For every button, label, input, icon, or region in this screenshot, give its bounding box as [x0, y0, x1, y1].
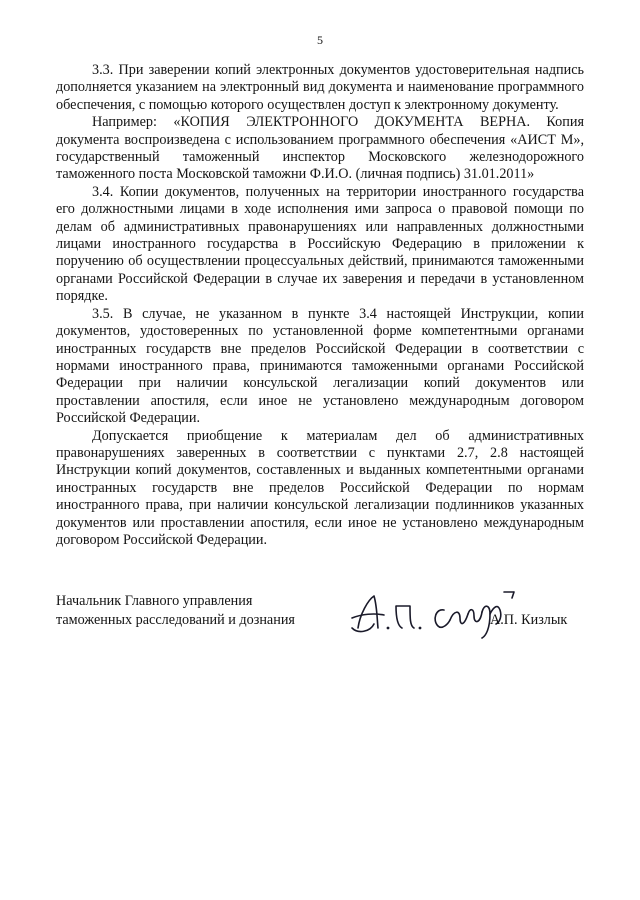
signatory-name: А.П. Кизлык	[490, 612, 568, 628]
paragraph-3-3: 3.3. При заверении копий электронных документов удостоверительная надпись дополняется указанием на электронный вид документа и наименование программного обеспечения, с помощью которого осуществлен доступ к электронному документу.	[56, 62, 584, 113]
signatory-title-line-1: Начальник Главного управления	[56, 593, 253, 609]
signature-block	[56, 592, 584, 652]
paragraph-example: Например: «КОПИЯ ЭЛЕКТРОННОГО ДОКУМЕНТА ВЕРНА. Копия документа воспроизведена с использованием программного обеспечения «АИСТ М», государственный таможенный инспектор Московского железнодорожного таможенного поста Московской таможни Ф.И.О. (личная подпись) 31.01.2011»	[56, 114, 584, 183]
signatory-title	[56, 592, 326, 630]
signatory-title-line-2: таможенных расследований и дознания	[56, 612, 295, 628]
paragraph-3-5: 3.5. В случае, не указанном в пункте 3.4 настоящей Инструкции, копии документов, удостоверенных по установленной форме компетентными органами иностранных государств вне пределов Российской Федерации в соответствии с нормами иностранного права, принимаются таможенными органами Российской Федерации при наличии консульской легализации копий документов или проставлении апостиля, если иное не установлено международным договором Российской Федерации.	[56, 305, 584, 427]
paragraph-permission: Допускается приобщение к материалам дел об административных правонарушениях заверенных в соответствии с пунктами 2.7, 2.8 настоящей Инструкции копий документов, составленных и выданных компетентными органами иностранных государств вне пределов Российской Федерации по нормам иностранного права, при наличии консульской легализации подлинников указанных документов или проставлении апостиля, если иное не установлено международным договором Российской Федерации.	[56, 427, 584, 548]
paragraph-3-4: 3.4. Копии документов, полученных на территории иностранного государства его должностными лицами в ходе исполнения ими запроса о правовой помощи по делам об административных правонарушениях или направленных должностными лицами иностранного государства в Российскую Федерацию в приложении к поручению об осуществлении процессуальных действий, принимаются таможенными органами Российской Федерации в случае их заверения и передачи в установленном порядке.	[56, 183, 584, 305]
document-body	[56, 62, 584, 549]
page-number: 5	[317, 33, 323, 47]
